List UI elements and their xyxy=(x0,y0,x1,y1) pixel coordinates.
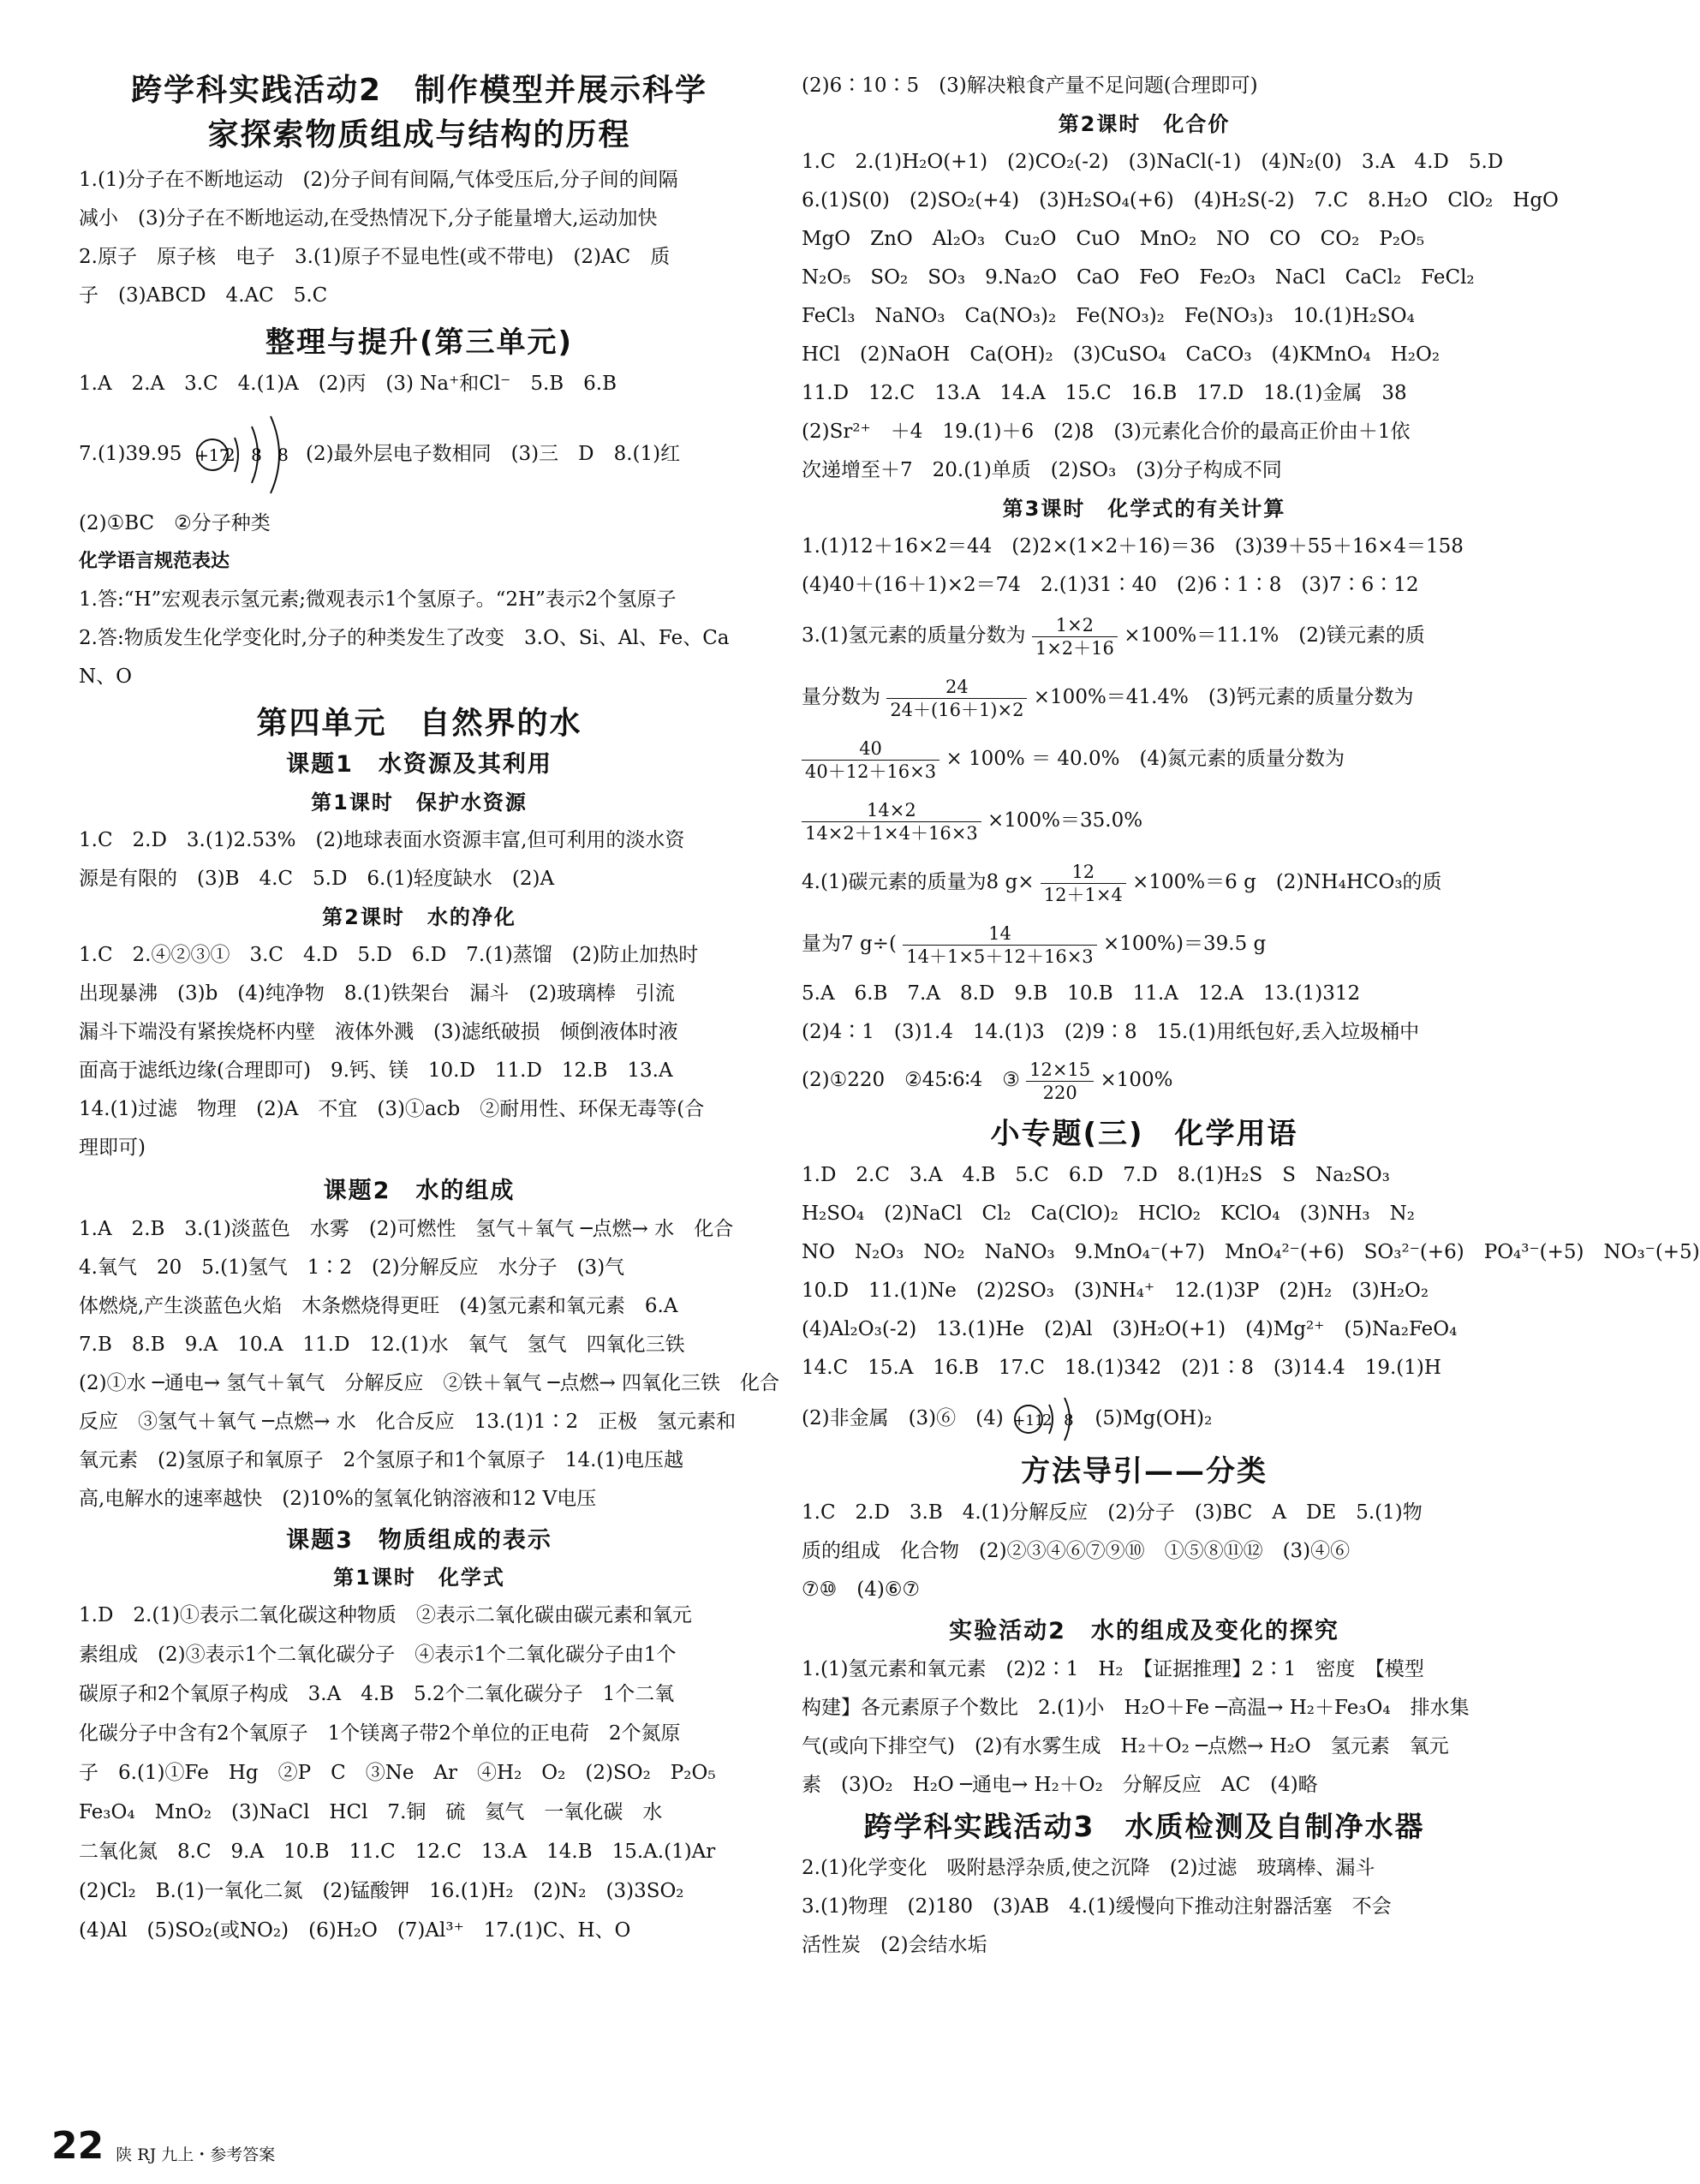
answer-line-frac xyxy=(802,913,1487,975)
atom-structure-diagram xyxy=(188,408,300,502)
shell-electrons: 2 8 xyxy=(1042,1411,1077,1429)
fraction-numerator: 14 xyxy=(903,922,1096,946)
answer-line: 素组成 (2)③表示1个二氧化碳分子 ④表示1个二氧化碳分子由1个 xyxy=(79,1644,677,1666)
answer-text: 4.(1)碳元素的质量为8 g× xyxy=(802,871,1035,893)
answer-text: (2)①220 ②45∶6∶4 ③ xyxy=(802,1069,1020,1091)
answer-line: (4)Al (5)SO₂(或NO₂) (6)H₂O (7)Al³⁺ 17.(1)C、H、O xyxy=(79,1919,631,1942)
k2-title: 课题2 水的组成 xyxy=(323,1178,516,1204)
answer-line: (4)Al₂O₃(-2) 13.(1)He (2)Al (3)H₂O(+1) (4)Mg²⁺ (5)Na₂FeO₄ xyxy=(802,1318,1458,1340)
page-number: 22 xyxy=(51,2124,104,2168)
answer-line: (4)40＋(16＋1)×2＝74 2.(1)31∶40 (2)6∶1∶8 (3)7∶6∶12 xyxy=(802,574,1419,596)
answer-line: MgO ZnO Al₂O₃ Cu₂O CuO MnO₂ NO CO CO₂ P₂O₅ xyxy=(802,228,1425,250)
s2-title: 整理与提升(第三单元) xyxy=(265,325,574,360)
s1-title-2: 家探索物质组成与结构的历程 xyxy=(207,117,631,152)
answer-line: 1.(1)氢元素和氧元素 (2)2∶1 H₂ 【证据推理】2∶1 密度 【模型 xyxy=(802,1658,1424,1680)
answer-line: 2.原子 原子核 电子 3.(1)原子不显电性(或不带电) (2)AC 质 xyxy=(79,246,671,268)
answer-line: N₂O₅ SO₂ SO₃ 9.Na₂O CaO FeO Fe₂O₃ NaCl CaCl₂ FeCl₂ xyxy=(802,266,1475,289)
answer-line: N、O xyxy=(79,665,132,688)
answer-line: (2)4∶1 (3)1.4 14.(1)3 (2)9∶8 15.(1)用纸包好,丢入垃圾桶中 xyxy=(802,1021,1420,1043)
fraction-denominator: 1×2＋16 xyxy=(1035,637,1114,659)
answer-line: 1.(1)12＋16×2＝44 (2)2×(1×2＋16)＝36 (3)39＋55＋16×4＝158 xyxy=(802,535,1464,558)
right-column xyxy=(802,67,1700,1965)
answer-line: 5.A 6.B 7.A 8.D 9.B 10.B 11.A 12.A 13.(1)312 xyxy=(802,982,1361,1005)
answer-line: (2)Sr²⁺ ＋4 19.(1)＋6 (2)8 (3)元素化合价的最高正价由＋1依 xyxy=(802,421,1411,443)
answer-text: (5)Mg(OH)₂ xyxy=(1095,1407,1213,1429)
answer-line: 14.(1)过滤 物理 (2)A 不宜 (3)①acb ②耐用性、环保无毒等(合 xyxy=(79,1098,705,1120)
fraction-numerator: 40 xyxy=(802,737,939,761)
answer-text: (2)最外层电子数相同 (3)三 D 8.(1)红 xyxy=(306,443,681,465)
answer-line: 1.D 2.(1)①表示二氧化碳这种物质 ②表示二氧化碳由碳元素和氧元 xyxy=(79,1604,692,1626)
answer-text: 量为7 g÷( xyxy=(802,933,897,955)
answer-line: 14.C 15.A 16.B 17.C 18.(1)342 (2)1∶8 (3)14.4 19.(1)H xyxy=(802,1357,1441,1379)
answer-line: 1.A 2.B 3.(1)淡蓝色 水雾 (2)可燃性 氢气＋氧气 ─点燃→ 水 化合 xyxy=(79,1218,734,1240)
answer-line-frac xyxy=(802,1052,1487,1108)
answer-line: (2)①BC ②分子种类 xyxy=(79,512,271,534)
answer-line: 3.(1)物理 (2)180 (3)AB 4.(1)缓慢向下推动注射器活塞 不会 xyxy=(802,1895,1392,1918)
answer-line: 子 6.(1)①Fe Hg ②P C ③Ne Ar ④H₂ O₂ (2)SO₂ P₂O₅ xyxy=(79,1762,716,1784)
answer-line-atom xyxy=(802,1387,1487,1449)
answer-line: 6.(1)S(0) (2)SO₂(+4) (3)H₂SO₄(+6) (4)H₂S(-2) 7.C 8.H₂O ClO₂ HgO xyxy=(802,189,1559,212)
answer-line: 体燃烧,产生淡蓝色火焰 木条燃烧得更旺 (4)氢元素和氧元素 6.A xyxy=(79,1295,678,1317)
answer-line: 活性炭 (2)会结水垢 xyxy=(802,1934,987,1956)
answer-line: 4.氧气 20 5.(1)氢气 1∶2 (2)分解反应 水分子 (3)气 xyxy=(79,1256,625,1279)
atom-structure-diagram xyxy=(1010,1391,1089,1447)
answer-line: 1.C 2.D 3.B 4.(1)分解反应 (2)分子 (3)BC A DE 5.(1)物 xyxy=(802,1501,1423,1524)
answer-line: 漏斗下端没有紧挨烧杯内壁 液体外溅 (3)滤纸破损 倾倒液体时液 xyxy=(79,1021,678,1043)
answer-line: 质的组成 化合物 (2)②③④⑥⑦⑨⑩ ①⑤⑧⑪⑫ (3)④⑥ xyxy=(802,1540,1351,1562)
k1-title: 课题1 水资源及其利用 xyxy=(286,751,552,778)
fraction xyxy=(802,737,939,783)
answer-text: × 100% ＝ 40.0% (4)氮元素的质量分数为 xyxy=(945,748,1345,770)
answer-line: 1.答:“H”宏观表示氢元素;微观表示1个氢原子。“2H”表示2个氢原子 xyxy=(79,588,677,611)
k3-c1-title: 第1课时 化学式 xyxy=(333,1566,505,1590)
k1-c2-title: 第2课时 水的净化 xyxy=(322,905,516,929)
fraction-numerator: 24 xyxy=(886,676,1027,699)
answer-text: ×100%)＝39.5 g xyxy=(1103,933,1267,955)
answer-line: 7.B 8.B 9.A 10.A 11.D 12.(1)水 氧气 氢气 四氧化三铁 xyxy=(79,1334,685,1356)
answer-line: 1.C 2.④②③① 3.C 4.D 5.D 6.D 7.(1)蒸馏 (2)防止加热时 xyxy=(79,944,699,966)
fraction-numerator: 12 xyxy=(1041,861,1126,884)
answer-text: (2)非金属 (3)⑥ (4) xyxy=(802,1407,1004,1429)
unit4-title: 第四单元 自然界的水 xyxy=(256,706,582,741)
answer-line: H₂SO₄ (2)NaCl Cl₂ Ca(ClO)₂ HClO₂ KClO₄ (3)NH₃ N₂ xyxy=(802,1202,1415,1225)
answer-line: 氧元素 (2)氢原子和氧原子 2个氢原子和1个氧原子 14.(1)电压越 xyxy=(79,1449,684,1471)
answer-line: (2)Cl₂ B.(1)一氧化二氮 (2)锰酸钾 16.(1)H₂ (2)N₂ (3)3SO₂ xyxy=(79,1880,684,1902)
answer-line: 减小 (3)分子在不断地运动,在受热情况下,分子能量增大,运动加快 xyxy=(79,207,658,230)
answer-line: ⑦⑩ (4)⑥⑦ xyxy=(802,1578,921,1601)
answer-line: (2)6∶10∶5 (3)解决粮食产量不足问题(合理即可) xyxy=(802,75,1258,97)
answer-text: 3.(1)氢元素的质量分数为 xyxy=(802,624,1026,647)
fraction-denominator: 14×2＋1×4＋16×3 xyxy=(805,822,978,844)
ff-title: 方法导引——分类 xyxy=(1021,1454,1268,1489)
answer-line: 反应 ③氢气＋氧气 ─点燃→ 水 化合反应 13.(1)1∶2 正极 氢元素和 xyxy=(79,1411,737,1433)
answer-text: ×100%＝11.1% (2)镁元素的质 xyxy=(1124,624,1425,647)
fraction xyxy=(1032,614,1118,659)
fraction-denominator: 40＋12＋16×3 xyxy=(805,761,937,782)
fraction-denominator: 14＋1×5＋12＋16×3 xyxy=(906,946,1094,967)
answer-text: ×100% xyxy=(1100,1069,1173,1091)
nucleus-charge: +11 xyxy=(1013,1412,1045,1429)
fraction xyxy=(802,799,981,844)
answer-text: ×100%＝35.0% xyxy=(987,809,1143,832)
fraction-numerator: 1×2 xyxy=(1032,614,1118,637)
answer-line: 11.D 12.C 13.A 14.A 15.C 16.B 17.D 18.(1)金属 38 xyxy=(802,382,1407,404)
answer-line: 源是有限的 (3)B 4.C 5.D 6.(1)轻度缺水 (2)A xyxy=(79,868,555,890)
answer-line: 1.C 2.(1)H₂O(+1) (2)CO₂(-2) (3)NaCl(-1) (4)N₂(0) 3.A 4.D 5.D xyxy=(802,151,1504,173)
left-column xyxy=(79,69,780,1950)
answer-text: ×100%＝41.4% (3)钙元素的质量分数为 xyxy=(1033,686,1414,708)
k3-title: 课题3 物质组成的表示 xyxy=(286,1527,552,1554)
fraction xyxy=(1026,1059,1094,1104)
kx-title: 跨学科实践活动3 水质检测及自制净水器 xyxy=(863,1810,1425,1843)
lang-title: 化学语言规范表达 xyxy=(79,551,230,572)
fraction xyxy=(1041,861,1126,906)
answer-line: 2.(1)化学变化 吸附悬浮杂质,使之沉降 (2)过滤 玻璃棒、漏斗 xyxy=(802,1857,1375,1879)
answer-line: 出现暴沸 (3)b (4)纯净物 8.(1)铁架台 漏斗 (2)玻璃棒 引流 xyxy=(79,982,675,1005)
shell-electrons: 2 8 8 xyxy=(224,445,294,465)
answer-line: 气(或向下排空气) (2)有水雾生成 H₂＋O₂ ─点燃→ H₂O 氢元素 氧元 xyxy=(802,1735,1449,1757)
answer-line: 理即可) xyxy=(79,1137,146,1159)
fraction-denominator: 220 xyxy=(1042,1082,1077,1103)
answer-line: NO N₂O₃ NO₂ NaNO₃ 9.MnO₄⁻(+7) MnO₄²⁻(+6) SO₃²⁻(+6) PO₄³⁻(+5) NO₃⁻(+5) xyxy=(802,1241,1700,1263)
answer-line: HCl (2)NaOH Ca(OH)₂ (3)CuSO₄ CaCO₃ (4)KMnO₄ H₂O₂ xyxy=(802,343,1441,366)
fraction-numerator: 14×2 xyxy=(802,799,981,822)
c2-title: 第2课时 化合价 xyxy=(1058,112,1231,136)
answer-line: 1.D 2.C 3.A 4.B 5.C 6.D 7.D 8.(1)H₂S S Na₂SO₃ xyxy=(802,1164,1390,1186)
answer-line-frac xyxy=(802,666,1487,728)
answer-line: 10.D 11.(1)Ne (2)2SO₃ (3)NH₄⁺ 12.(1)3P (2)H₂ (3)H₂O₂ xyxy=(802,1280,1429,1302)
answer-line: (2)①水 ─通电→ 氢气＋氧气 分解反应 ②铁＋氧气 ─点燃→ 四氧化三铁 化合 xyxy=(79,1372,780,1394)
s1-title: 跨学科实践活动2 制作模型并展示科学 xyxy=(130,73,708,108)
answer-line: FeCl₃ NaNO₃ Ca(NO₃)₂ Fe(NO₃)₂ Fe(NO₃)₃ 10.(1)H₂SO₄ xyxy=(802,305,1415,327)
fraction xyxy=(886,676,1027,721)
answer-line: 面高于滤纸边缘(合理即可) 9.钙、镁 10.D 11.D 12.B 13.A xyxy=(79,1059,673,1082)
answer-line: 1.A 2.A 3.C 4.(1)A (2)丙 (3) Na⁺和Cl⁻ 5.B 6.B xyxy=(79,373,617,395)
fraction-denominator: 12＋1×4 xyxy=(1043,884,1123,905)
answer-line: 素 (3)O₂ H₂O ─通电→ H₂＋O₂ 分解反应 AC (4)略 xyxy=(802,1774,1318,1796)
fraction-denominator: 24＋(16＋1)×2 xyxy=(890,699,1024,720)
answer-line: Fe₃O₄ MnO₂ (3)NaCl HCl 7.铜 硫 氦气 一氧化碳 水 xyxy=(79,1801,663,1823)
answer-line: 碳原子和2个氧原子构成 3.A 4.B 5.2个二氧化碳分子 1个二氧 xyxy=(79,1683,675,1705)
answer-line: 1.(1)分子在不断地运动 (2)分子间有间隔,气体受压后,分子间的间隔 xyxy=(79,169,678,191)
sy-title: 实验活动2 水的组成及变化的探究 xyxy=(949,1618,1339,1644)
answer-line: 高,电解水的速率越快 (2)10%的氢氧化钠溶液和12 V电压 xyxy=(79,1488,597,1510)
footer-text: 陕 RJ 九上・参考答案 xyxy=(116,2145,276,2164)
answer-line: 2.答:物质发生化学变化时,分子的种类发生了改变 3.O、Si、Al、Fe、Ca xyxy=(79,627,730,649)
answer-line: 子 (3)ABCD 4.AC 5.C xyxy=(79,284,328,307)
answer-line-frac xyxy=(802,728,1487,790)
answer-line-atom xyxy=(79,403,760,504)
answer-line: 化碳分子中含有2个氧原子 1个镁离子带2个单位的正电荷 2个氮原 xyxy=(79,1722,681,1745)
answer-text: ×100%＝6 g (2)NH₄HCO₃的质 xyxy=(1132,871,1442,893)
answer-line-frac xyxy=(802,851,1487,913)
answer-line-frac xyxy=(802,605,1487,666)
xz-title: 小专题(三) 化学用语 xyxy=(990,1117,1298,1151)
answer-text: 7.(1)39.95 xyxy=(79,443,182,465)
k1-c1-title: 第1课时 保护水资源 xyxy=(311,791,528,815)
answer-line-frac xyxy=(802,790,1487,851)
c3-title: 第3课时 化学式的有关计算 xyxy=(1002,497,1286,521)
answer-line: 构建】各元素原子个数比 2.(1)小 H₂O＋Fe ─高温→ H₂＋Fe₃O₄ 排水集 xyxy=(802,1697,1470,1719)
answer-line: 二氧化氮 8.C 9.A 10.B 11.C 12.C 13.A 14.B 15.A.(1)Ar xyxy=(79,1841,716,1863)
answer-text: 量分数为 xyxy=(802,686,880,708)
nucleus-charge: +17 xyxy=(194,446,230,465)
answer-line: 次递增至＋7 20.(1)单质 (2)SO₃ (3)分子构成不同 xyxy=(802,459,1282,481)
answer-line: 1.C 2.D 3.(1)2.53% (2)地球表面水资源丰富,但可利用的淡水资 xyxy=(79,829,685,851)
fraction-numerator: 12×15 xyxy=(1026,1059,1094,1082)
fraction xyxy=(903,922,1096,968)
page-footer xyxy=(51,2124,276,2168)
